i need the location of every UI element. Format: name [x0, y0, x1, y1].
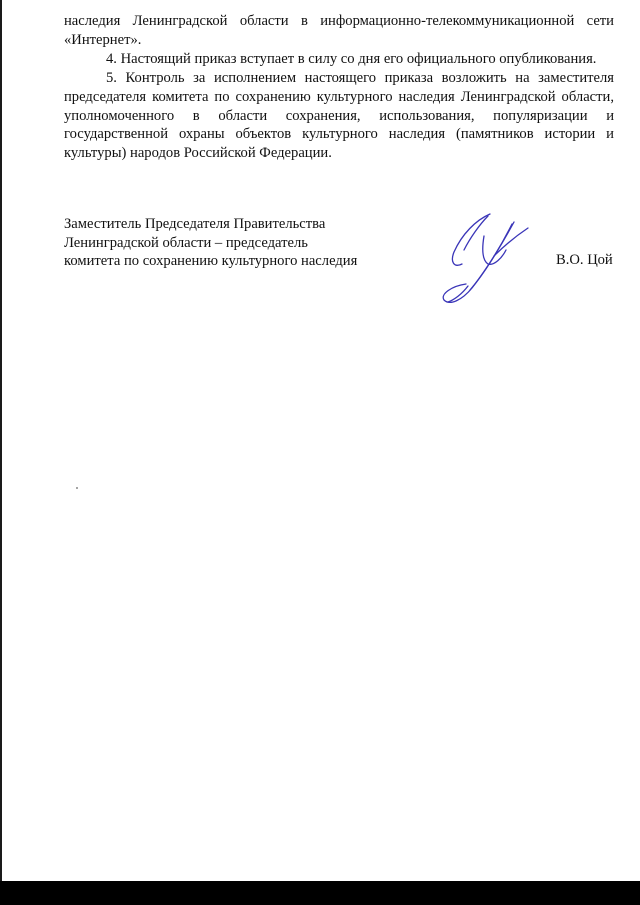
- paragraph-4: 4. Настоящий приказ вступает в силу со дня его официального опубликования.: [106, 50, 597, 67]
- signatory-title-line: комитета по сохранению культурного наследия: [64, 253, 358, 270]
- signatory-title-line: Ленинградской области – председатель: [64, 234, 308, 251]
- handwritten-signature: [432, 208, 532, 310]
- signatory-title-line: Заместитель Председателя Правительства: [64, 216, 326, 232]
- document-body: [64, 12, 614, 163]
- scan-speck: [76, 487, 78, 489]
- signatory-name: В.О. Цой: [556, 252, 613, 268]
- signatory-title: [64, 215, 357, 271]
- paragraph-5: 5. Контроль за исполнением настоящего приказа возложить на заместителя председателя комитета по сохранению культурного наследия Ленинградской области, уполномоченного в области сохранения, использования, популяризации и государственной охраны объектов культурного наследия (памятников истории и культуры) народов Российской Федерации.: [64, 69, 614, 162]
- scan-bottom-border: [0, 881, 640, 905]
- paragraph-continuation: наследия Ленинградской области в информационно-телекоммуникационной сети «Интернет».: [64, 13, 614, 48]
- scan-left-edge: [0, 0, 2, 905]
